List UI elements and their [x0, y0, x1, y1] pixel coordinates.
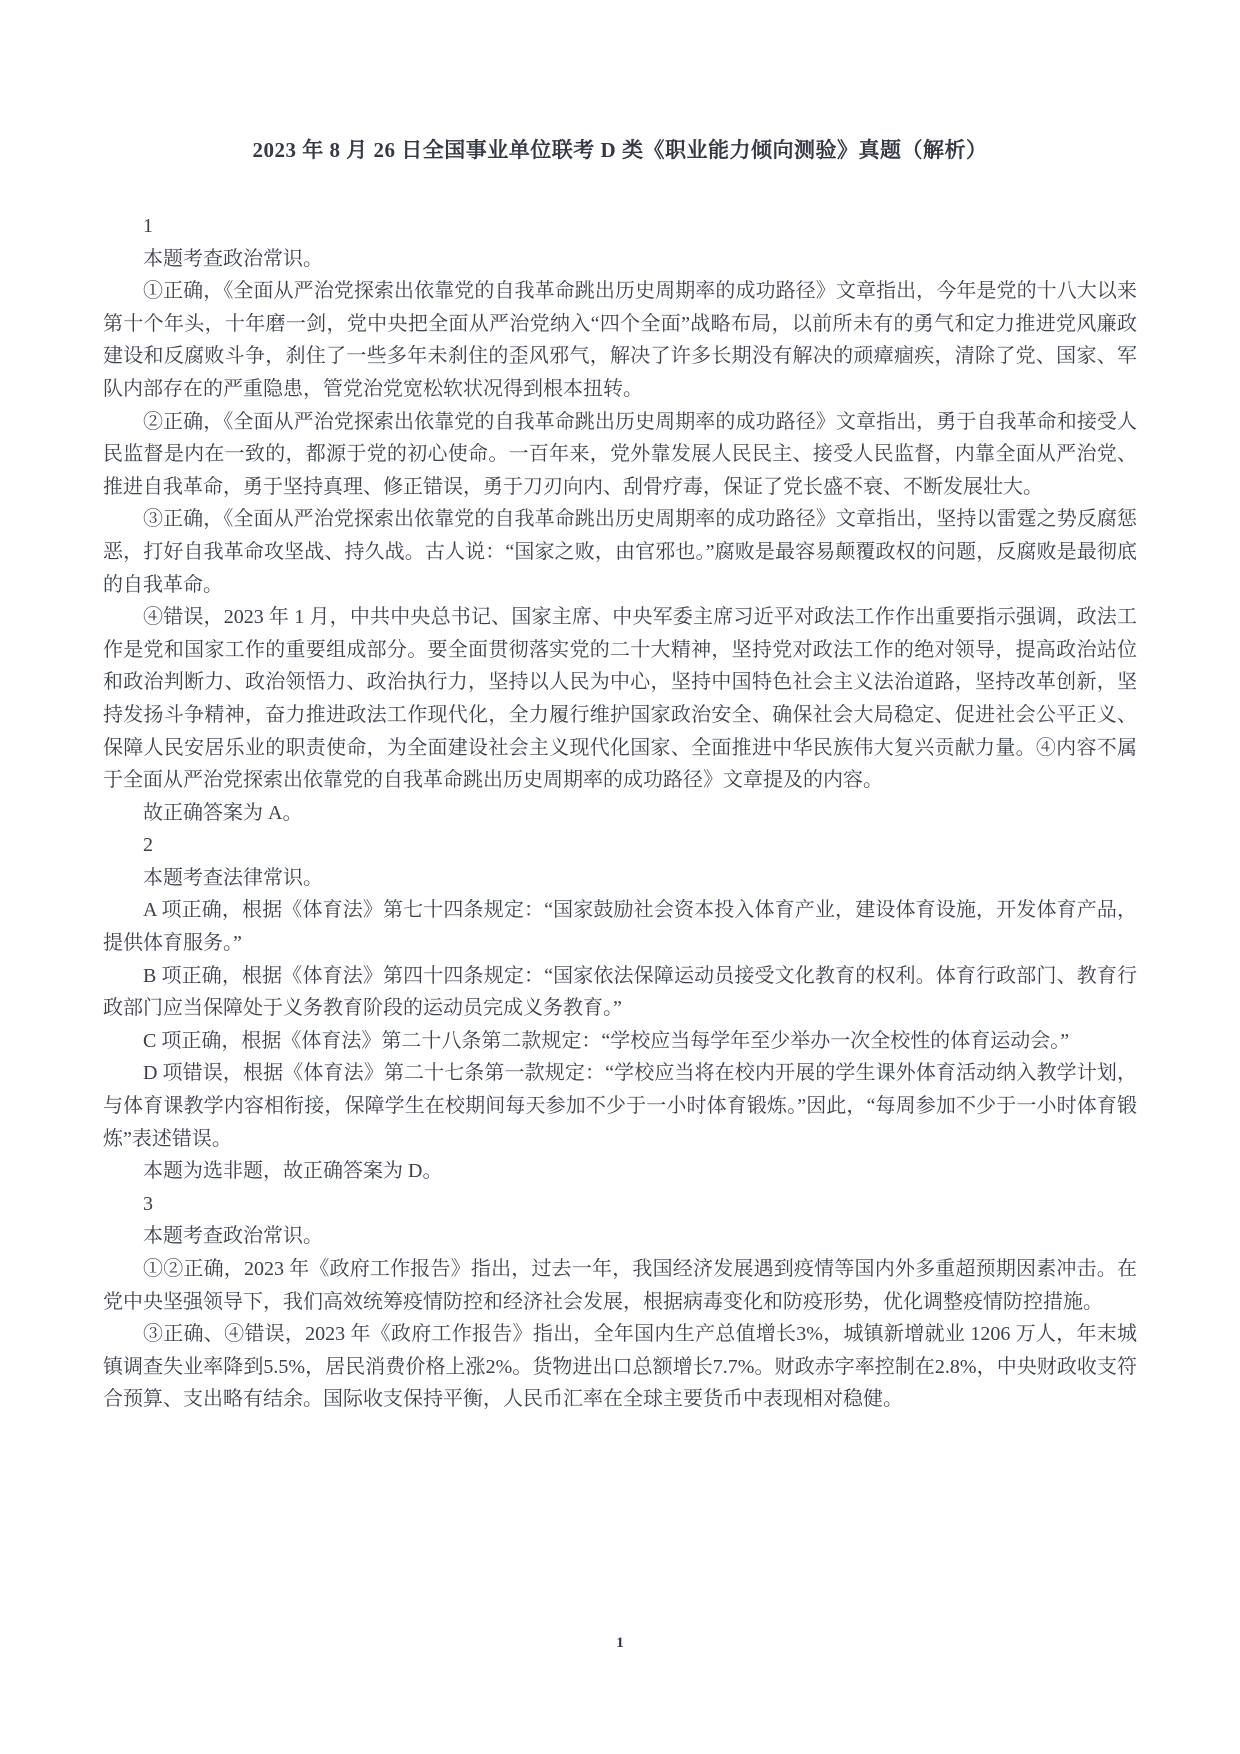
analysis-paragraph: ②正确，《全面从严治党探索出依靠党的自我革命跳出历史周期率的成功路径》文章指出，勇于自我革命和接受人民监督是内在一致的，都源于党的初心使命。一百年来，党外靠发展人民民主、接受人民监督，内靠全面从严治党、推进自我革命，勇于坚持真理、修正错误，勇于刀刃向内、刮骨疗毒，保证了党长盛不衰、不断发展壮大。	[103, 410, 1137, 498]
analysis-paragraph: ①正确，《全面从严治党探索出依靠党的自我革命跳出历史周期率的成功路径》文章指出，今年是党的十八大以来第十个年头，十年磨一剑，党中央把全面从严治党纳入“四个全面”战略布局，以前所未有的勇气和定力推进党风廉政建设和反腐败斗争，刹住了一些多年未刹住的歪风邪气，解决了许多长期没有解决的顽瘴痼疾，清除了党、国家、军队内部存在的严重隐患，管党治党宽松软状况得到根本扭转。	[103, 280, 1137, 400]
analysis-paragraph: ①②正确，2023 年《政府工作报告》指出，过去一年，我国经济发展遇到疫情等国内外多重超预期因素冲击。在党中央坚强领导下，我们高效统筹疫情防控和经济社会发展，根据病毒变化和防疫形势，优化调整疫情防控措施。	[103, 1258, 1137, 1313]
analysis-paragraph: A 项正确，根据《体育法》第七十四条规定：“国家鼓励社会资本投入体育产业，建设体育设施，开发体育产品，提供体育服务。”	[103, 899, 1137, 955]
answer-line: 故正确答案为 A。	[143, 801, 303, 824]
exam-topic-line: 本题考查政治常识。	[143, 247, 323, 270]
analysis-paragraph: B 项正确，根据《体育法》第四十四条规定：“国家依法保障运动员接受文化教育的权利。体育行政部门、教育行政部门应当保障处于义务教育阶段的运动员完成义务教育。”	[103, 964, 1137, 1020]
question-number: 2	[143, 834, 153, 857]
analysis-paragraph: C 项正确，根据《体育法》第二十八条第二款规定：“学校应当每学年至少举办一次全校性的体育运动会。”	[143, 1029, 1070, 1052]
analysis-paragraph: D 项错误，根据《体育法》第二十七条第一款规定：“学校应当将在校内开展的学生课外体育活动纳入教学计划，与体育课教学内容相衔接，保障学生在校期间每天参加不少于一小时体育锻炼。”因此，“每周参加不少于一小时体育锻炼”表述错误。	[103, 1062, 1137, 1150]
answer-line: 本题为选非题，故正确答案为 D。	[143, 1160, 443, 1183]
analysis-paragraph: ③正确、④错误，2023 年《政府工作报告》指出，全年国内生产总值增长3%，城镇新增就业 1206 万人，年末城镇调查失业率降到5.5%，居民消费价格上涨2%。货物进出口总额增长7.7%。财政赤字率控制在2.8%，中央财政收支符合预算、支出略有结余。国际收支保持平衡，人民币汇率在全球主要货币中表现相对稳健。	[103, 1323, 1137, 1411]
document-content	[103, 134, 1137, 1416]
exam-topic-line: 本题考查政治常识。	[143, 1225, 323, 1248]
exam-topic-line: 本题考查法律常识。	[143, 866, 323, 889]
page-number: 1	[616, 1635, 624, 1651]
page-title: 2023 年 8 月 26 日全国事业单位联考 D 类《职业能力倾向测验》真题（解析）	[252, 138, 988, 162]
question-number: 3	[143, 1192, 153, 1215]
analysis-paragraph: ④错误，2023 年 1 月，中共中央总书记、国家主席、中央军委主席习近平对政法工作作出重要指示强调，政法工作是党和国家工作的重要组成部分。要全面贯彻落实党的二十大精神，坚持党对政法工作的绝对领导，提高政治站位和政治判断力、政治领悟力、政治执行力，坚持以人民为中心，坚持中国特色社会主义法治道路，坚持改革创新，坚持发扬斗争精神，奋力推进政法工作现代化，全力履行维护国家政治安全、确保社会大局稳定、促进社会公平正义、保障人民安居乐业的职责使命，为全面建设社会主义现代化国家、全面推进中华民族伟大复兴贡献力量。④内容不属于全面从严治党探索出依靠党的自我革命跳出历史周期率的成功路径》文章提及的内容。	[103, 606, 1137, 792]
question-number: 1	[143, 215, 153, 237]
analysis-paragraph: ③正确，《全面从严治党探索出依靠党的自我革命跳出历史周期率的成功路径》文章指出，坚持以雷霆之势反腐惩恶，打好自我革命攻坚战、持久战。古人说：“国家之败，由官邪也。”腐败是最容易颠覆政权的问题，反腐败是最彻底的自我革命。	[103, 508, 1137, 596]
